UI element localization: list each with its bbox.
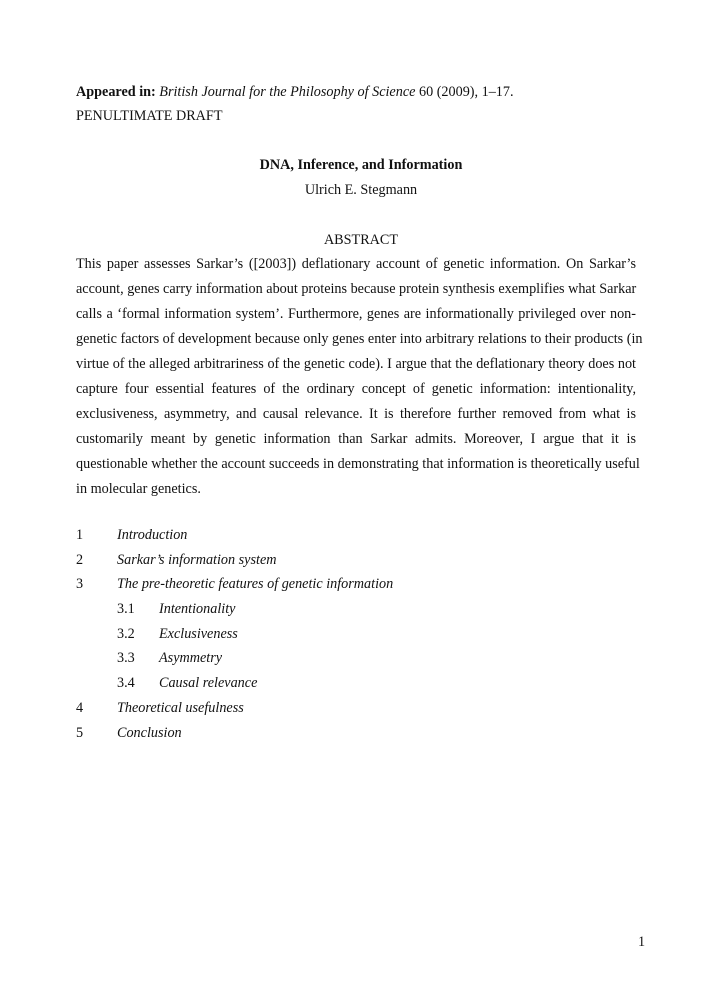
toc-title: Sarkar’s information system (117, 551, 277, 568)
abstract-line: genetic factors of development because only genes enter into arbitrary relations to their products (in (76, 331, 643, 347)
citation-details: 60 (2009), 1–17. (415, 84, 514, 100)
abstract-line: capture four essential features of the ordinary concept of genetic information: intentionality, (76, 381, 636, 397)
abstract-line: calls a ‘formal information system’. Furthermore, genes are informationally privileged over non- (76, 306, 636, 322)
toc-number: 2 (76, 551, 84, 568)
abstract-line: customarily meant by genetic information than Sarkar admits. Moreover, I argue that it is (76, 431, 636, 447)
abstract-line: questionable whether the account succeeds in demonstrating that information is theoretically useful (76, 456, 640, 472)
toc-entry-conclusion (76, 725, 636, 750)
toc-entry-intentionality (76, 601, 636, 626)
paper-author: Ulrich E. Stegmann (304, 182, 418, 198)
toc-title: Exclusiveness (159, 625, 238, 642)
toc-entry-pre-theoretic-features (76, 576, 636, 601)
paper-title: DNA, Inference, and Information (259, 157, 463, 173)
toc-entry-sarkars-information-system (76, 552, 636, 577)
abstract-line: virtue of the alleged arbitrariness of the genetic code). I argue that the deflationary theory does not (76, 356, 636, 372)
publication-info (76, 84, 514, 101)
toc-title: Causal relevance (159, 675, 258, 692)
toc-entry-introduction (76, 527, 636, 552)
toc-title: Intentionality (159, 601, 236, 618)
page-number: 1 (638, 934, 646, 950)
journal-name: British Journal for the Philosophy of Science (159, 84, 416, 100)
toc-number: 3.1 (117, 601, 135, 618)
abstract-line: in molecular genetics. (76, 481, 201, 497)
toc-number: 3 (76, 576, 84, 593)
table-of-contents (76, 527, 636, 749)
toc-number: 3.4 (117, 675, 135, 692)
toc-number: 5 (76, 724, 84, 741)
toc-entry-asymmetry (76, 650, 636, 675)
toc-entry-exclusiveness (76, 626, 636, 651)
toc-number: 1 (76, 527, 84, 543)
appeared-label: Appeared in: (76, 84, 156, 100)
toc-number: 4 (76, 699, 84, 716)
abstract-line: account, genes carry information about proteins because protein synthesis exemplifies what Sarkar (76, 281, 637, 297)
abstract-line: This paper assesses Sarkar’s ([2003]) deflationary account of genetic information. On Sarkar’s (76, 256, 636, 272)
toc-title: The pre-theoretic features of genetic information (117, 576, 394, 593)
toc-number: 3.3 (117, 650, 135, 667)
toc-number: 3.2 (117, 625, 135, 642)
abstract-heading: ABSTRACT (323, 232, 399, 248)
toc-entry-theoretical-usefulness (76, 700, 636, 725)
toc-entry-causal-relevance (76, 675, 636, 700)
abstract-body (76, 256, 643, 506)
abstract-line: exclusiveness, asymmetry, and causal relevance. It is therefore further removed from what is (76, 406, 636, 422)
toc-title: Conclusion (117, 724, 182, 741)
toc-title: Theoretical usefulness (117, 699, 244, 716)
toc-title: Asymmetry (159, 650, 223, 667)
toc-title: Introduction (117, 527, 188, 543)
draft-note: PENULTIMATE DRAFT (76, 108, 223, 124)
